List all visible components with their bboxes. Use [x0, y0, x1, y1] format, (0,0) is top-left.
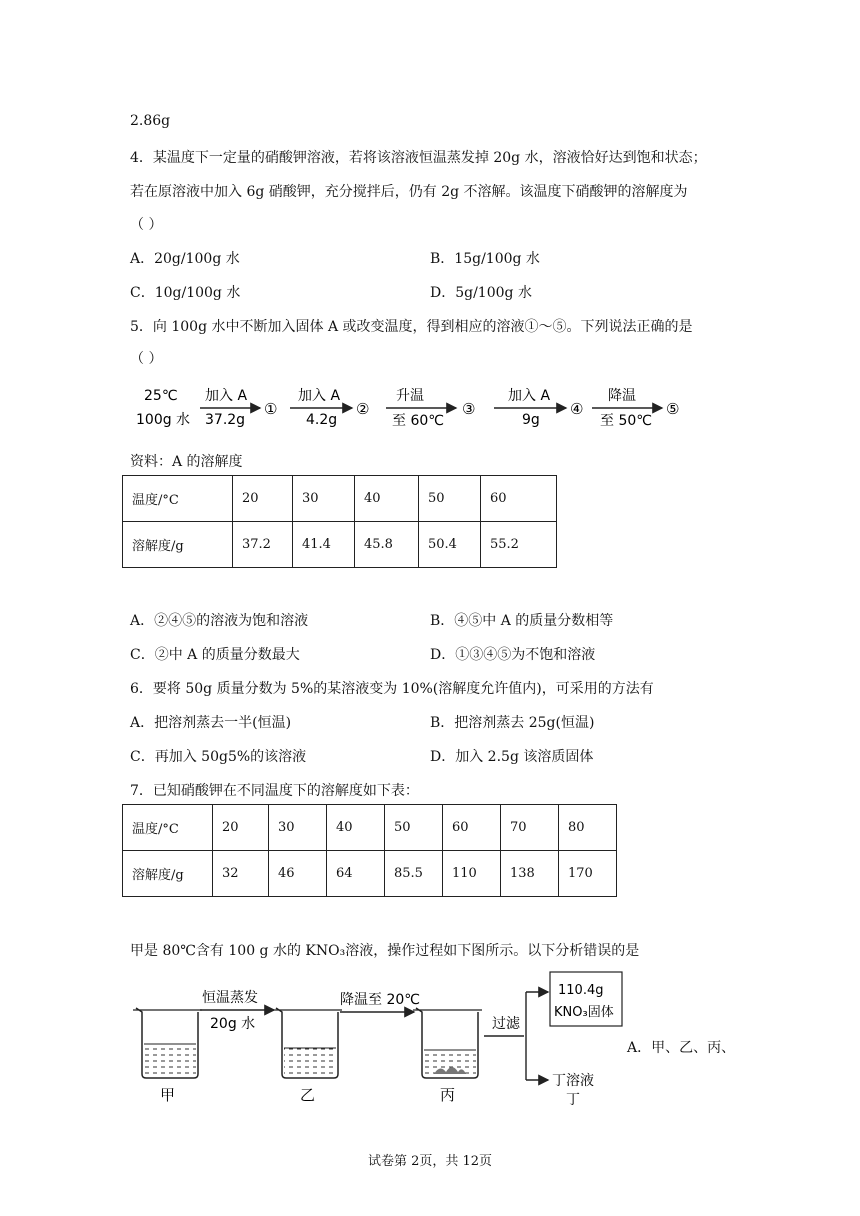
q7-solubility-table	[122, 804, 617, 897]
q5-info-label: 资料：A 的溶解度	[130, 454, 243, 470]
flow-step2-bottom: 4.2g	[306, 412, 338, 428]
filtrate-label: 丁溶液	[552, 1073, 594, 1089]
beaker-label-yi: 乙	[300, 1086, 316, 1104]
table-cell: 20	[233, 476, 293, 522]
flow-step1-bottom: 37.2g	[205, 412, 246, 428]
diagram-step1-top: 恒温蒸发	[202, 990, 258, 1006]
table-cell: 37.2	[233, 522, 293, 568]
table-cell: 50.4	[419, 522, 481, 568]
flow-step3-top: 升温	[396, 388, 424, 404]
q4-option-a[interactable]: A．20g/100g 水	[130, 251, 240, 267]
table-row	[123, 476, 557, 522]
table-cell: 50	[385, 805, 443, 851]
q5-answer-paren: （ ）	[130, 351, 163, 367]
beaker-label-jia: 甲	[160, 1086, 176, 1104]
flow-step5-top: 降温	[608, 388, 636, 404]
q7-option-a-partial[interactable]: A．甲、乙、丙、	[627, 1040, 736, 1056]
table-cell: 40	[355, 476, 419, 522]
q5-option-a[interactable]: A．②④⑤的溶液为饱和溶液	[130, 613, 309, 629]
table-cell: 溶解度/g	[123, 522, 233, 568]
table-cell: 50	[419, 476, 481, 522]
table-cell: 138	[501, 851, 559, 897]
table-cell: 32	[213, 851, 269, 897]
beaker-yi	[273, 1008, 342, 1104]
q6-option-c[interactable]: C．再加入 50g5%的该溶液	[130, 749, 307, 765]
flow-step3-bottom: 至 60℃	[392, 413, 444, 429]
table-cell: 85.5	[385, 851, 443, 897]
beaker-jia	[133, 1008, 202, 1104]
diagram-step3: 过滤	[492, 1016, 520, 1032]
table-cell: 溶解度/g	[123, 851, 213, 897]
q7-stem: 7．已知硝酸钾在不同温度下的溶解度如下表：	[130, 783, 419, 799]
flow-start-water: 100g 水	[136, 412, 191, 428]
flow-start-temp: 25℃	[144, 388, 178, 404]
q4-option-c[interactable]: C．10g/100g 水	[130, 285, 241, 301]
q5-stem-line1: 5．向 100g 水中不断加入固体 A 或改变温度，得到相应的溶液①～⑤。下列说法正确的是	[130, 319, 693, 335]
q6-stem: 6．要将 50g 质量分数为 5%的某溶液变为 10%(溶解度允许值内)，可采用的方法有	[130, 681, 654, 697]
flow-step5-bottom: 至 50℃	[600, 413, 652, 429]
q5-option-d[interactable]: D．①③④⑤为不饱和溶液	[430, 647, 596, 663]
flow-result-4: ④	[570, 400, 584, 418]
table-cell: 70	[501, 805, 559, 851]
q6-option-d[interactable]: D．加入 2.5g 该溶质固体	[430, 749, 594, 765]
diagram-step1-bottom: 20g 水	[210, 1016, 256, 1032]
page-footer: 试卷第 2页，共 12页	[367, 1154, 493, 1169]
table-cell: 46	[269, 851, 327, 897]
table-cell: 170	[559, 851, 617, 897]
table-cell: 45.8	[355, 522, 419, 568]
table-cell: 60	[481, 476, 557, 522]
table-cell: 60	[443, 805, 501, 851]
q5-flow-diagram	[130, 378, 690, 434]
q4-option-b[interactable]: B．15g/100g 水	[430, 251, 540, 267]
flow-step4-top: 加入 A	[508, 388, 551, 404]
q7-beaker-diagram	[128, 968, 628, 1108]
table-cell: 20	[213, 805, 269, 851]
q5-option-b[interactable]: B．④⑤中 A 的质量分数相等	[430, 613, 614, 629]
table-cell: 温度/°C	[123, 476, 233, 522]
table-cell: 30	[269, 805, 327, 851]
flow-result-5: ⑤	[666, 400, 680, 418]
q5-solubility-table	[122, 475, 557, 568]
table-cell: 40	[327, 805, 385, 851]
table-row	[123, 522, 557, 568]
solid-mass: 110.4g	[558, 983, 604, 998]
q5-option-c[interactable]: C．②中 A 的质量分数最大	[130, 647, 300, 663]
solid-name: KNO₃固体	[554, 1005, 614, 1020]
q4-stem-line1: 4．某温度下一定量的硝酸钾溶液，若将该溶液恒温蒸发掉 20g 水，溶液恰好达到饱和状态；	[130, 150, 707, 166]
table-cell: 温度/°C	[123, 805, 213, 851]
table-row	[123, 851, 617, 897]
beaker-label-bing: 丙	[440, 1086, 456, 1104]
beaker-bing	[413, 1008, 482, 1104]
table-cell: 110	[443, 851, 501, 897]
q4-stem-line2: 若在原溶液中加入 6g 硝酸钾，充分搅拌后，仍有 2g 不溶解。该温度下硝酸钾的溶解度为	[130, 184, 688, 200]
flow-step4-bottom: 9g	[522, 412, 540, 428]
q7-scenario-text: 甲是 80℃含有 100 g 水的 KNO₃溶液，操作过程如下图所示。以下分析错误的是	[130, 943, 640, 959]
flow-step2-top: 加入 A	[298, 388, 341, 404]
table-cell: 64	[327, 851, 385, 897]
table-cell: 55.2	[481, 522, 557, 568]
q6-option-b[interactable]: B．把溶剂蒸去 25g(恒温)	[430, 715, 595, 731]
q4-answer-paren: （ ）	[130, 217, 163, 233]
table-row	[123, 805, 617, 851]
flow-step1-top: 加入 A	[205, 388, 248, 404]
table-cell: 30	[293, 476, 355, 522]
table-cell: 41.4	[293, 522, 355, 568]
flow-result-3: ③	[462, 400, 476, 418]
table-cell: 80	[559, 805, 617, 851]
q4-option-d[interactable]: D．5g/100g 水	[430, 285, 532, 301]
previous-answer: 2.86g	[130, 113, 171, 129]
q6-option-a[interactable]: A．把溶剂蒸去一半(恒温)	[130, 715, 292, 731]
beaker-label-ding: 丁	[566, 1092, 580, 1108]
diagram-step2: 降温至 20℃	[340, 992, 420, 1008]
flow-result-2: ②	[356, 400, 370, 418]
flow-result-1: ①	[264, 400, 278, 418]
